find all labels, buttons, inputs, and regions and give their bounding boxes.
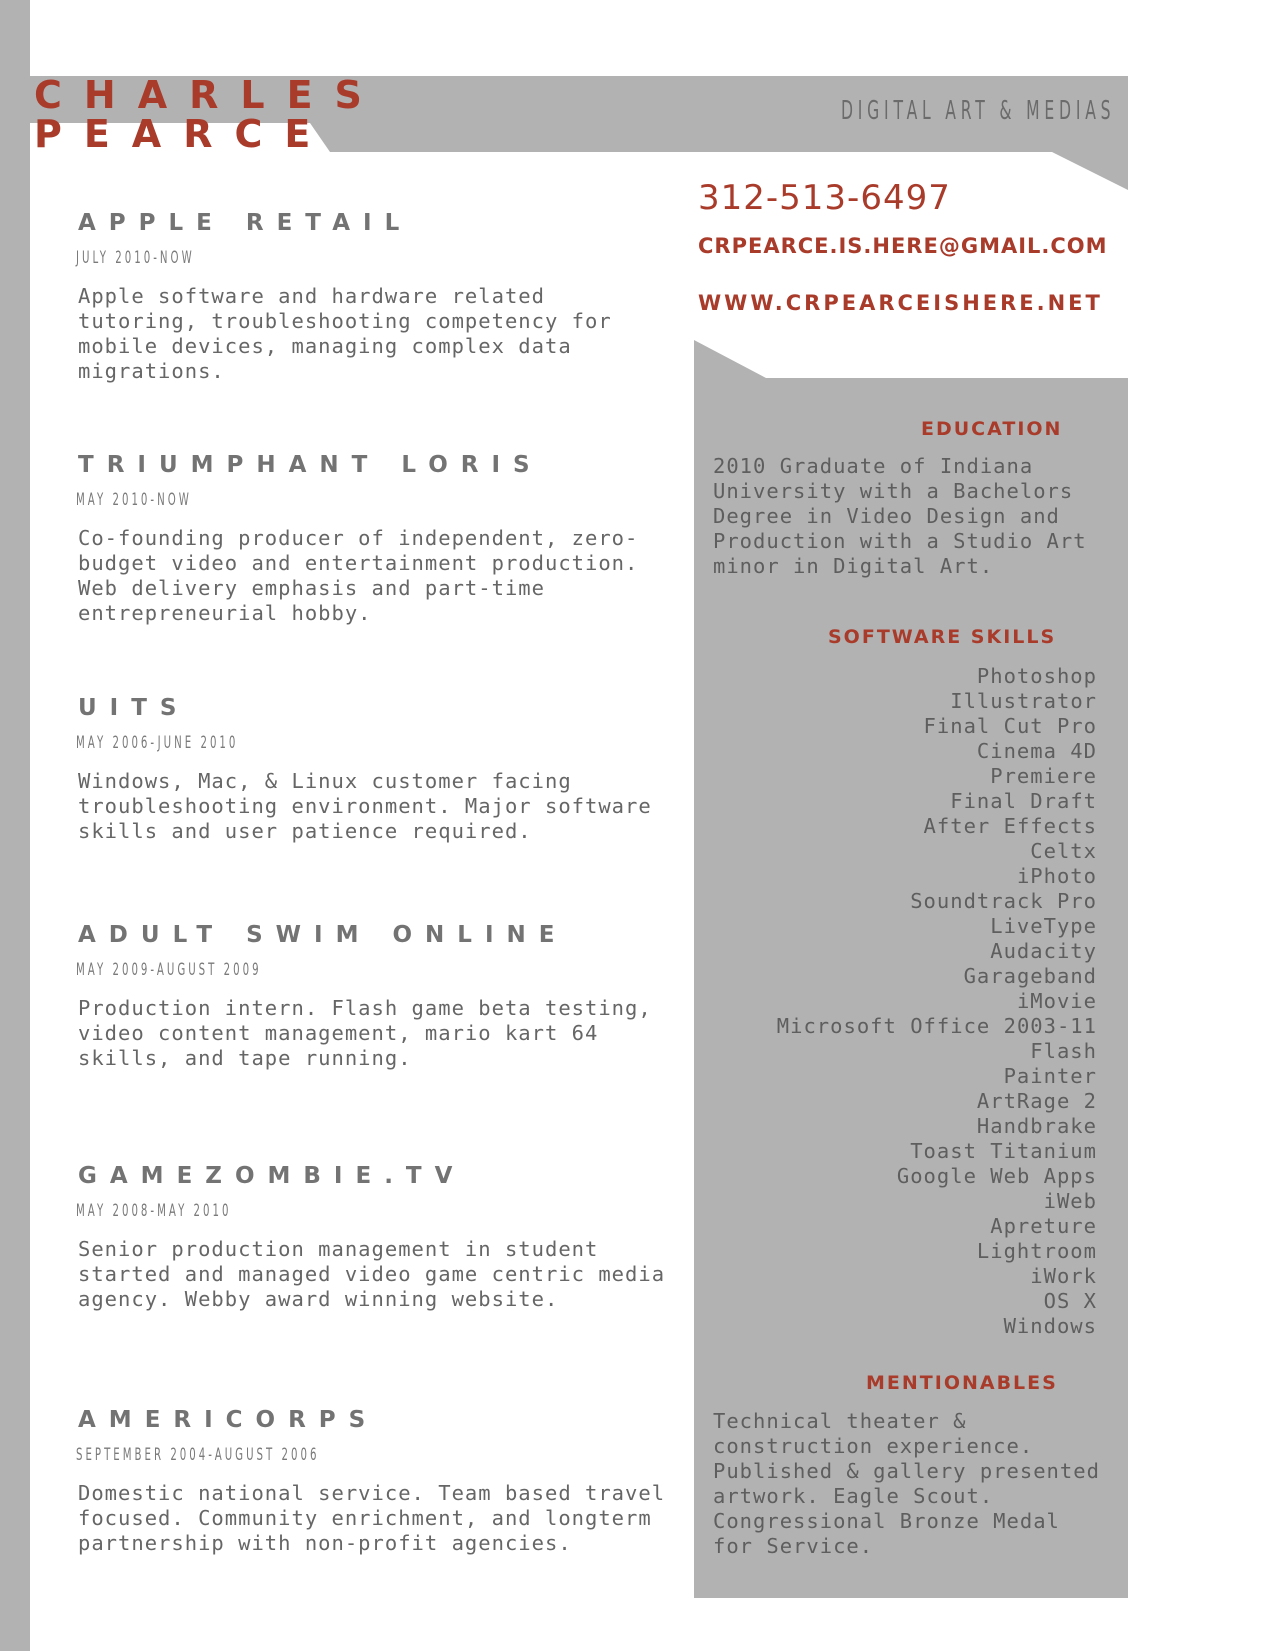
job-title: ADULT SWIM ONLINE bbox=[78, 922, 568, 948]
skill-item: Apreture bbox=[990, 1214, 1097, 1238]
skill-item: Photoshop bbox=[976, 664, 1097, 688]
left-sidebar-stripe bbox=[0, 0, 30, 1651]
job-title: TRIUMPHANT LORIS bbox=[78, 452, 543, 478]
job-description: Domestic national service. Team based travel focused. Community enrichment, and longterm partnership with non-profit agencies. bbox=[78, 1481, 666, 1555]
skill-item: Painter bbox=[1003, 1064, 1097, 1088]
skill-item: Windows bbox=[1003, 1314, 1097, 1338]
email-link[interactable]: CRPEARCE.IS.HERE@GMAIL.COM bbox=[698, 234, 1108, 258]
job-title: AMERICORPS bbox=[78, 1407, 379, 1433]
job-description: Production intern. Flash game beta testing, video content management, mario kart 64 skills, and tape running. bbox=[78, 996, 652, 1070]
job-description: Senior production management in student started and managed video game centric media agency. Webby award winning website. bbox=[78, 1237, 666, 1311]
job-entry-uits bbox=[78, 695, 678, 844]
software-skills-heading: SOFTWARE SKILLS bbox=[828, 626, 1057, 648]
skill-item: Audacity bbox=[990, 939, 1097, 963]
job-dates: MAY 2009-AUGUST 2009 bbox=[76, 960, 262, 980]
skill-item: Final Cut Pro bbox=[923, 714, 1097, 738]
job-entry-triumphant-loris bbox=[78, 452, 678, 626]
skill-item: iWork bbox=[1030, 1264, 1097, 1288]
education-text: 2010 Graduate of Indiana University with a Bachelors Degree in Video Design and Production with a Studio Art minor in Digital Art. bbox=[713, 454, 1087, 578]
skill-item: Final Draft bbox=[950, 789, 1097, 813]
education-heading: EDUCATION bbox=[921, 418, 1063, 440]
full-name bbox=[34, 73, 384, 156]
skill-item: OS X bbox=[1043, 1289, 1097, 1313]
website-link[interactable]: WWW.CRPEARCEISHERE.NET bbox=[698, 291, 1103, 315]
last-name: PEARCE bbox=[34, 112, 333, 156]
skill-item: Soundtrack Pro bbox=[910, 889, 1097, 913]
phone-number: 312-513-6497 bbox=[698, 178, 951, 218]
header-tail-shape bbox=[1052, 152, 1128, 190]
job-dates: MAY 2010-NOW bbox=[76, 490, 192, 510]
skill-item: Lightroom bbox=[976, 1239, 1097, 1263]
skill-item: Celtx bbox=[1030, 839, 1097, 863]
skill-item: LiveType bbox=[990, 914, 1097, 938]
job-entry-gamezombie bbox=[78, 1163, 678, 1312]
job-dates: MAY 2008-MAY 2010 bbox=[76, 1201, 232, 1221]
skill-item: Flash bbox=[1030, 1039, 1097, 1063]
job-entry-adult-swim-online bbox=[78, 922, 678, 1071]
job-dates: MAY 2006-JUNE 2010 bbox=[76, 733, 239, 753]
job-dates: JULY 2010-NOW bbox=[76, 248, 195, 268]
skill-item: Illustrator bbox=[950, 689, 1097, 713]
skill-item: Cinema 4D bbox=[976, 739, 1097, 763]
job-dates: SEPTEMBER 2004-AUGUST 2006 bbox=[76, 1445, 320, 1465]
job-description: Co-founding producer of independent, zero-budget video and entertainment production. Web delivery emphasis and part-time entrepreneurial hobby. bbox=[78, 526, 639, 625]
skill-item: Premiere bbox=[990, 764, 1097, 788]
job-title: GAMEZOMBIE.TV bbox=[78, 1163, 466, 1189]
job-description: Apple software and hardware related tutoring, troubleshooting competency for mobile devices, managing complex data migrations. bbox=[78, 284, 612, 383]
skill-item: Handbrake bbox=[976, 1114, 1097, 1138]
skill-item: After Effects bbox=[923, 814, 1097, 838]
skill-item: Google Web Apps bbox=[896, 1164, 1097, 1188]
job-entry-apple-retail bbox=[78, 210, 678, 384]
skill-item: ArtRage 2 bbox=[976, 1089, 1097, 1113]
skill-item: iWeb bbox=[1043, 1189, 1097, 1213]
tagline: DIGITAL ART & MEDIAS bbox=[840, 96, 1115, 126]
skill-item: Garageband bbox=[963, 964, 1097, 988]
job-description: Windows, Mac, & Linux customer facing troubleshooting environment. Major software skills and user patience required. bbox=[78, 769, 652, 843]
mentionables-text: Technical theater & construction experience. Published & gallery presented artwork. Eagle Scout. Congressional Bronze Medal for Service. bbox=[713, 1409, 1100, 1558]
software-skills-list bbox=[777, 664, 1097, 1339]
first-name: CHARLES bbox=[34, 73, 384, 117]
skill-item: Microsoft Office 2003-11 bbox=[776, 1014, 1097, 1038]
job-title: APPLE RETAIL bbox=[78, 210, 413, 236]
mentionables-heading: MENTIONABLES bbox=[866, 1372, 1058, 1394]
job-entry-americorps bbox=[78, 1407, 678, 1556]
job-title: UITS bbox=[78, 695, 190, 721]
skill-item: iPhoto bbox=[1016, 864, 1097, 888]
skill-item: Toast Titanium bbox=[910, 1139, 1097, 1163]
skill-item: iMovie bbox=[1016, 989, 1097, 1013]
